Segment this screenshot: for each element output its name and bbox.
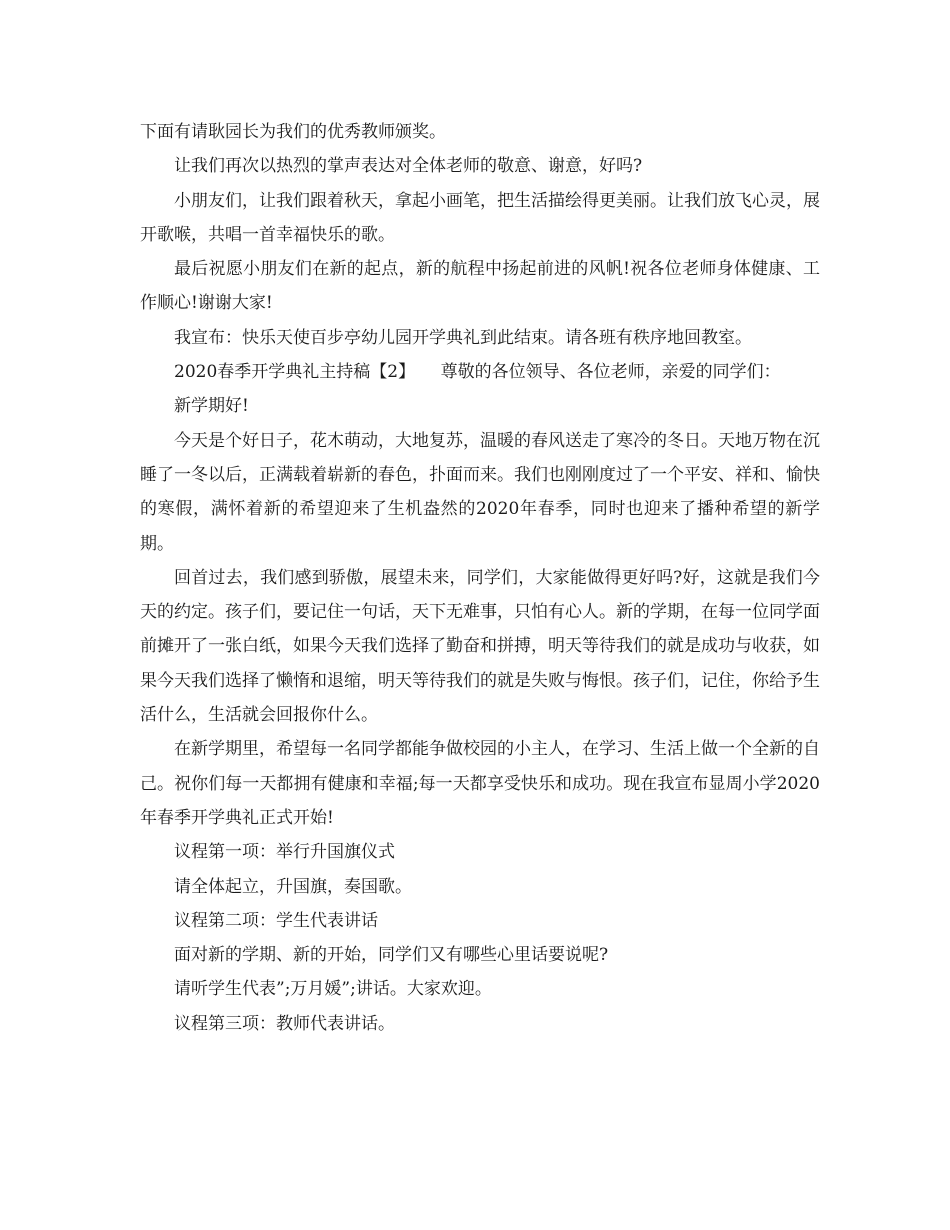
paragraph: 面对新的学期、新的开始，同学们又有哪些心里话要说呢? xyxy=(174,945,609,966)
paragraph: 小朋友们，让我们跟着秋天，拿起小画笔，把生活描绘得更美丽。让我们放飞心灵，展开歌喉，共唱一首幸福快乐的歌。 xyxy=(140,190,820,245)
paragraph: 新学期好! xyxy=(174,396,249,417)
document-body xyxy=(140,115,820,1041)
paragraph: 请听学生代表”;万月媛”;讲话。大家欢迎。 xyxy=(174,979,492,1000)
paragraph: 让我们再次以热烈的掌声表达对全体老师的敬意、谢意，好吗? xyxy=(174,156,643,177)
paragraph: 今天是个好日子，花木萌动，大地复苏，温暖的春风送走了寒冷的冬日。天地万物在沉睡了一冬以后，正满载着崭新的春色，扑面而来。我们也刚刚度过了一个平安、祥和、愉快的寒假，满怀着新的希望迎来了生机盎然的2020年春季，同时也迎来了播种希望的新学期。 xyxy=(140,430,820,554)
section-heading-paragraph: 2020春季开学典礼主持稿【2】 尊敬的各位领导、各位老师，亲爱的同学们： xyxy=(174,362,781,383)
paragraph: 回首过去，我们感到骄傲，展望未来，同学们，大家能做得更好吗?好，这就是我们今天的约定。孩子们，要记住一句话，天下无难事，只怕有心人。新的学期，在每一位同学面前摊开了一张白纸，如果今天我们选择了勤奋和拼搏，明天等待我们的就是成功与收获，如果今天我们选择了懒惰和退缩，明天等待我们的就是失败与悔恨。孩子们，记住，你给予生活什么，生活就会回报你什么。 xyxy=(140,567,820,726)
paragraph: 我宣布：快乐天使百步亭幼儿园开学典礼到此结束。请各班有秩序地回教室。 xyxy=(174,327,752,348)
agenda-item: 议程第三项：教师代表讲话。 xyxy=(174,1013,395,1034)
paragraph: 下面有请耿园长为我们的优秀教师颁奖。 xyxy=(140,122,446,142)
agenda-item: 议程第一项：举行升国旗仪式 xyxy=(174,842,395,863)
paragraph: 最后祝愿小朋友们在新的起点，新的航程中扬起前进的风帆!祝各位老师身体健康、工作顺心!谢谢大家! xyxy=(140,259,820,314)
agenda-item: 议程第二项：学生代表讲话 xyxy=(174,910,378,931)
paragraph: 请全体起立，升国旗，奏国歌。 xyxy=(174,876,412,897)
paragraph: 在新学期里，希望每一名同学都能争做校园的小主人，在学习、生活上做一个全新的自己。祝你们每一天都拥有健康和幸福;每一天都享受快乐和成功。现在我宣布显周小学2020年春季开学典礼正式开始! xyxy=(140,739,820,828)
